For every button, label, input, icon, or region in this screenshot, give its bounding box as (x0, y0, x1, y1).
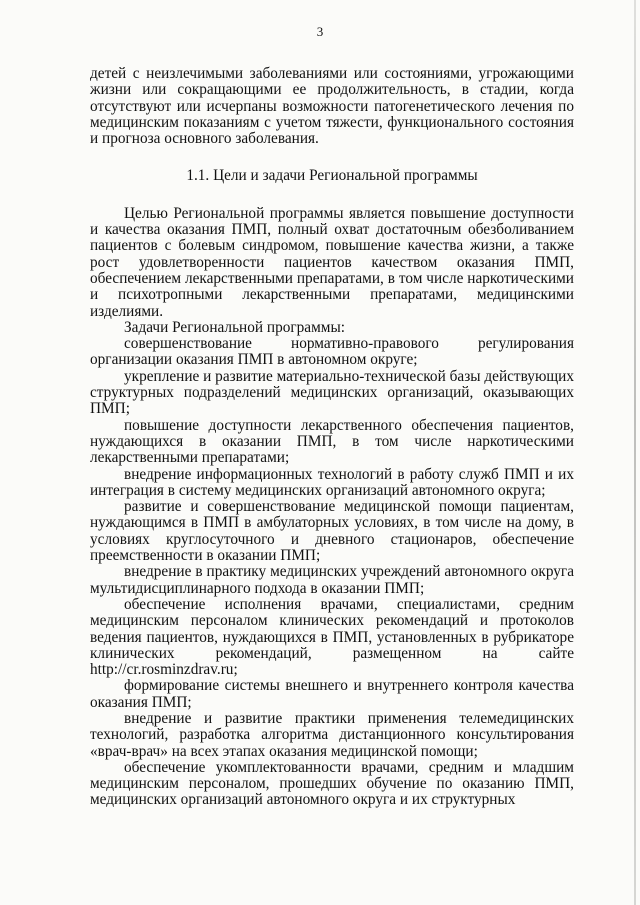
task-item: обеспечение исполнения врачами, специалистами, средним медицинским персоналом клинических рекомендаций и протоколов ведения пациентов, нуждающихся в ПМП, установленных в рубрикаторе клинических рекомендаций, размещенном на сайте http://cr.rosminzdrav.ru; (90, 595, 574, 679)
continuation-paragraph: детей с неизлечимыми заболеваниями или состояниями, угрожающими жизни или сокращающими ее продолжительность, в стадии, когда отсутствуют или исчерпаны возможности патогенетического лечения по медицинским показаниям с учетом тяжести, функционального состояния и прогноза основного заболевания. (90, 65, 574, 148)
task-item: обеспечение укомплектованности врачами, средним и младшим медицинским персоналом, прошедших обучение по оказанию ПМП, медицинских организаций автономного округа и их структурных (90, 758, 574, 809)
task-item: внедрение в практику медицинских учреждений автономного округа мультидисциплинарного подхода в оказании ПМП; (90, 563, 574, 597)
task-item: внедрение и развитие практики применения телемедицинских технологий, разработка алгоритма дистанционного консультирования «врач-врач» на всех этапах оказания медицинской помощи; (90, 709, 574, 760)
scan-edge-shadow (634, 0, 636, 905)
section-heading: 1.1. Цели и задачи Региональной программы (186, 167, 478, 185)
task-item: внедрение информационных технологий в работу служб ПМП и их интеграция в систему медицинских организаций автономного округа; (90, 465, 574, 499)
task-item: формирование системы внешнего и внутреннего контроля качества оказания ПМП; (90, 677, 574, 711)
task-item: укрепление и развитие материально-технической базы действующих структурных подразделений медицинских организаций, оказывающих ПМП; (90, 367, 574, 418)
task-item: повышение доступности лекарственного обеспечения пациентов, нуждающихся в оказании ПМП, в том числе наркотическими лекарственными препаратами; (90, 416, 574, 467)
document-body (90, 66, 574, 809)
tasks-intro: Задачи Региональной программы: (124, 318, 345, 336)
task-item: развитие и совершенствование медицинской помощи пациентам, нуждающимся в ПМП в амбулаторных условиях, в том числе на дому, в условиях круглосуточного и дневного стационаров, обеспечение преемственности в оказании ПМП; (90, 498, 574, 565)
task-item: совершенствование нормативно-правового регулирования организации оказания ПМП в автономном округе; (90, 335, 574, 369)
page-number: 3 (316, 24, 324, 39)
goal-paragraph: Целью Региональной программы является повышение доступности и качества оказания ПМП, полный охват достаточным обезболиванием пациентов с болевым синдромом, повышение качества жизни, а также рост удовлетворенности пациентов качеством оказания ПМП, обеспечением лекарственными препаратами, в том числе наркотическими и психотропными лекарственными препаратами, медицинскими изделиями. (90, 204, 574, 320)
